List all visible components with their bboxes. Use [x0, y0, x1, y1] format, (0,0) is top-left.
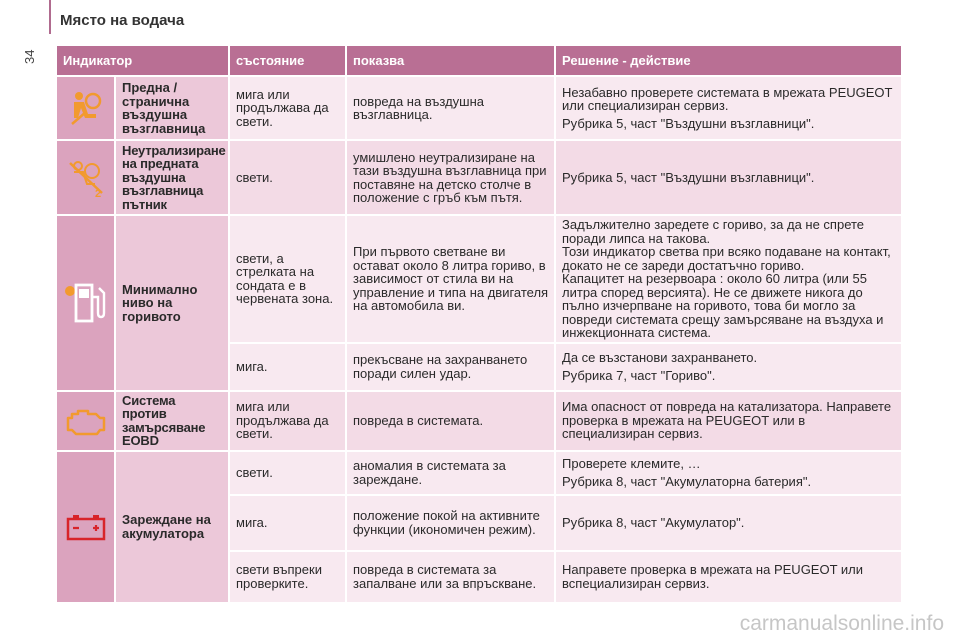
action-text: Задължително заредете с гориво, за да не спрете поради липса на такова. Този индикатор светва при всяко подаване на контакт, докато не се зареди достатъчно гориво. Капацитет на резервоара : около 60 литра (или 55 литра според версията). Не се движете никога до пълно изчерпване на горивото, това би могло за повреди системата срещу замърсяване на въздуха и инжекционната система.: [562, 217, 891, 340]
column-header-indicator: Индикатор: [57, 46, 230, 77]
table-row-battery: [57, 452, 903, 496]
action-text: Направете проверка в мрежата на PEUGEOT или вспециализиран сервиз.: [562, 562, 864, 591]
indicator-state: мига.: [230, 344, 347, 392]
indicator-name: Система против замърсяване EOBD: [116, 392, 230, 452]
indicator-table: [57, 46, 903, 604]
action-text: Незабавно проверете системата в мрежата PEUGEOT или специализиран сервиз.: [562, 84, 893, 114]
indicator-meaning: повреда на въздушна възглавница.: [347, 77, 556, 141]
header-accent-bar: [49, 0, 51, 34]
page-number: 34: [22, 49, 37, 64]
indicator-meaning: повреда в системата за запалване или за впръскване.: [347, 552, 556, 604]
indicator-meaning: повреда в системата.: [347, 392, 556, 452]
indicator-meaning: умишлено неутрализиране на тази въздушна възглавница при поставяне на детско столче в положение с гръб към пътя.: [347, 141, 556, 216]
indicator-action: [556, 344, 903, 392]
battery-icon: [65, 512, 107, 542]
indicator-state: мига или продължава да свети.: [230, 77, 347, 141]
indicator-state: свети.: [230, 141, 347, 216]
indicator-action: [556, 216, 903, 344]
indicator-meaning: прекъсване на захранването поради силен удар.: [347, 344, 556, 392]
action-reference: Рубрика 5, част "Въздушни възглавници".: [562, 115, 815, 131]
indicator-action: [556, 452, 903, 496]
indicator-action: [556, 552, 903, 604]
indicator-icon-cell: [57, 452, 116, 604]
indicator-state: мига или продължава да свети.: [230, 392, 347, 452]
table-row-airbag-passenger: [57, 141, 903, 216]
indicator-action: [556, 392, 903, 452]
indicator-state: свети.: [230, 452, 347, 496]
column-header-state: състояние: [230, 46, 347, 77]
fuel-pump-icon: [64, 281, 108, 325]
action-text: Има опасност от повреда на катализатора. Направете проверка в мрежата на PEUGEOT или в специализиран сервиз.: [562, 399, 892, 442]
indicator-icon-cell: [57, 392, 116, 452]
table-row-airbag-front: [57, 77, 903, 141]
indicator-action: [556, 496, 903, 552]
column-header-meaning: показва: [347, 46, 556, 77]
table-row-fuel: [57, 216, 903, 344]
action-text: Проверете клемите, …: [562, 456, 701, 471]
engine-check-icon: [64, 406, 108, 436]
svg-text:2: 2: [95, 187, 102, 198]
indicator-state: свети въпреки проверките.: [230, 552, 347, 604]
indicator-state: мига.: [230, 496, 347, 552]
watermark: carmanualsonline.info: [739, 612, 944, 635]
table-row-eobd: [57, 392, 903, 452]
indicator-name: Предна / странична въздушна възглавница: [116, 77, 230, 141]
indicator-name: Неутрализиране на предната въздушна възглавница пътник: [116, 141, 230, 216]
airbag-warning-icon: [66, 88, 106, 128]
indicator-meaning: При първото светване ви остават около 8 литра гориво, в зависимост от стила ви на управление и типа на двигателя на автомобила ви.: [347, 216, 556, 344]
action-text: Да се възстанови захранването.: [562, 350, 758, 365]
indicator-action: [556, 77, 903, 141]
column-header-action: Решение - действие: [556, 46, 903, 77]
indicator-icon-cell: [57, 77, 116, 141]
action-reference: Рубрика 7, част "Гориво".: [562, 367, 716, 383]
action-reference: Рубрика 8, част "Акумулатор".: [562, 514, 745, 530]
action-reference: Рубрика 8, част "Акумулаторна батерия".: [562, 473, 812, 489]
indicator-icon-cell: [57, 216, 116, 392]
page-title: Място на водача: [60, 12, 185, 29]
indicator-icon-cell: [57, 141, 116, 216]
indicator-state: свети, а стрелката на сондата е в червената зона.: [230, 216, 347, 344]
indicator-meaning: аномалия в системата за зареждане.: [347, 452, 556, 496]
indicator-name: Зареждане на акумулатора: [116, 452, 230, 604]
indicator-name: Минимално ниво на горивото: [116, 216, 230, 392]
indicator-meaning: положение покой на активните функции (икономичен режим).: [347, 496, 556, 552]
passenger-airbag-off-icon: [65, 158, 107, 198]
indicator-action: [556, 141, 903, 216]
table-header-row: [57, 46, 903, 77]
action-reference: Рубрика 5, част "Въздушни възглавници".: [562, 169, 815, 185]
